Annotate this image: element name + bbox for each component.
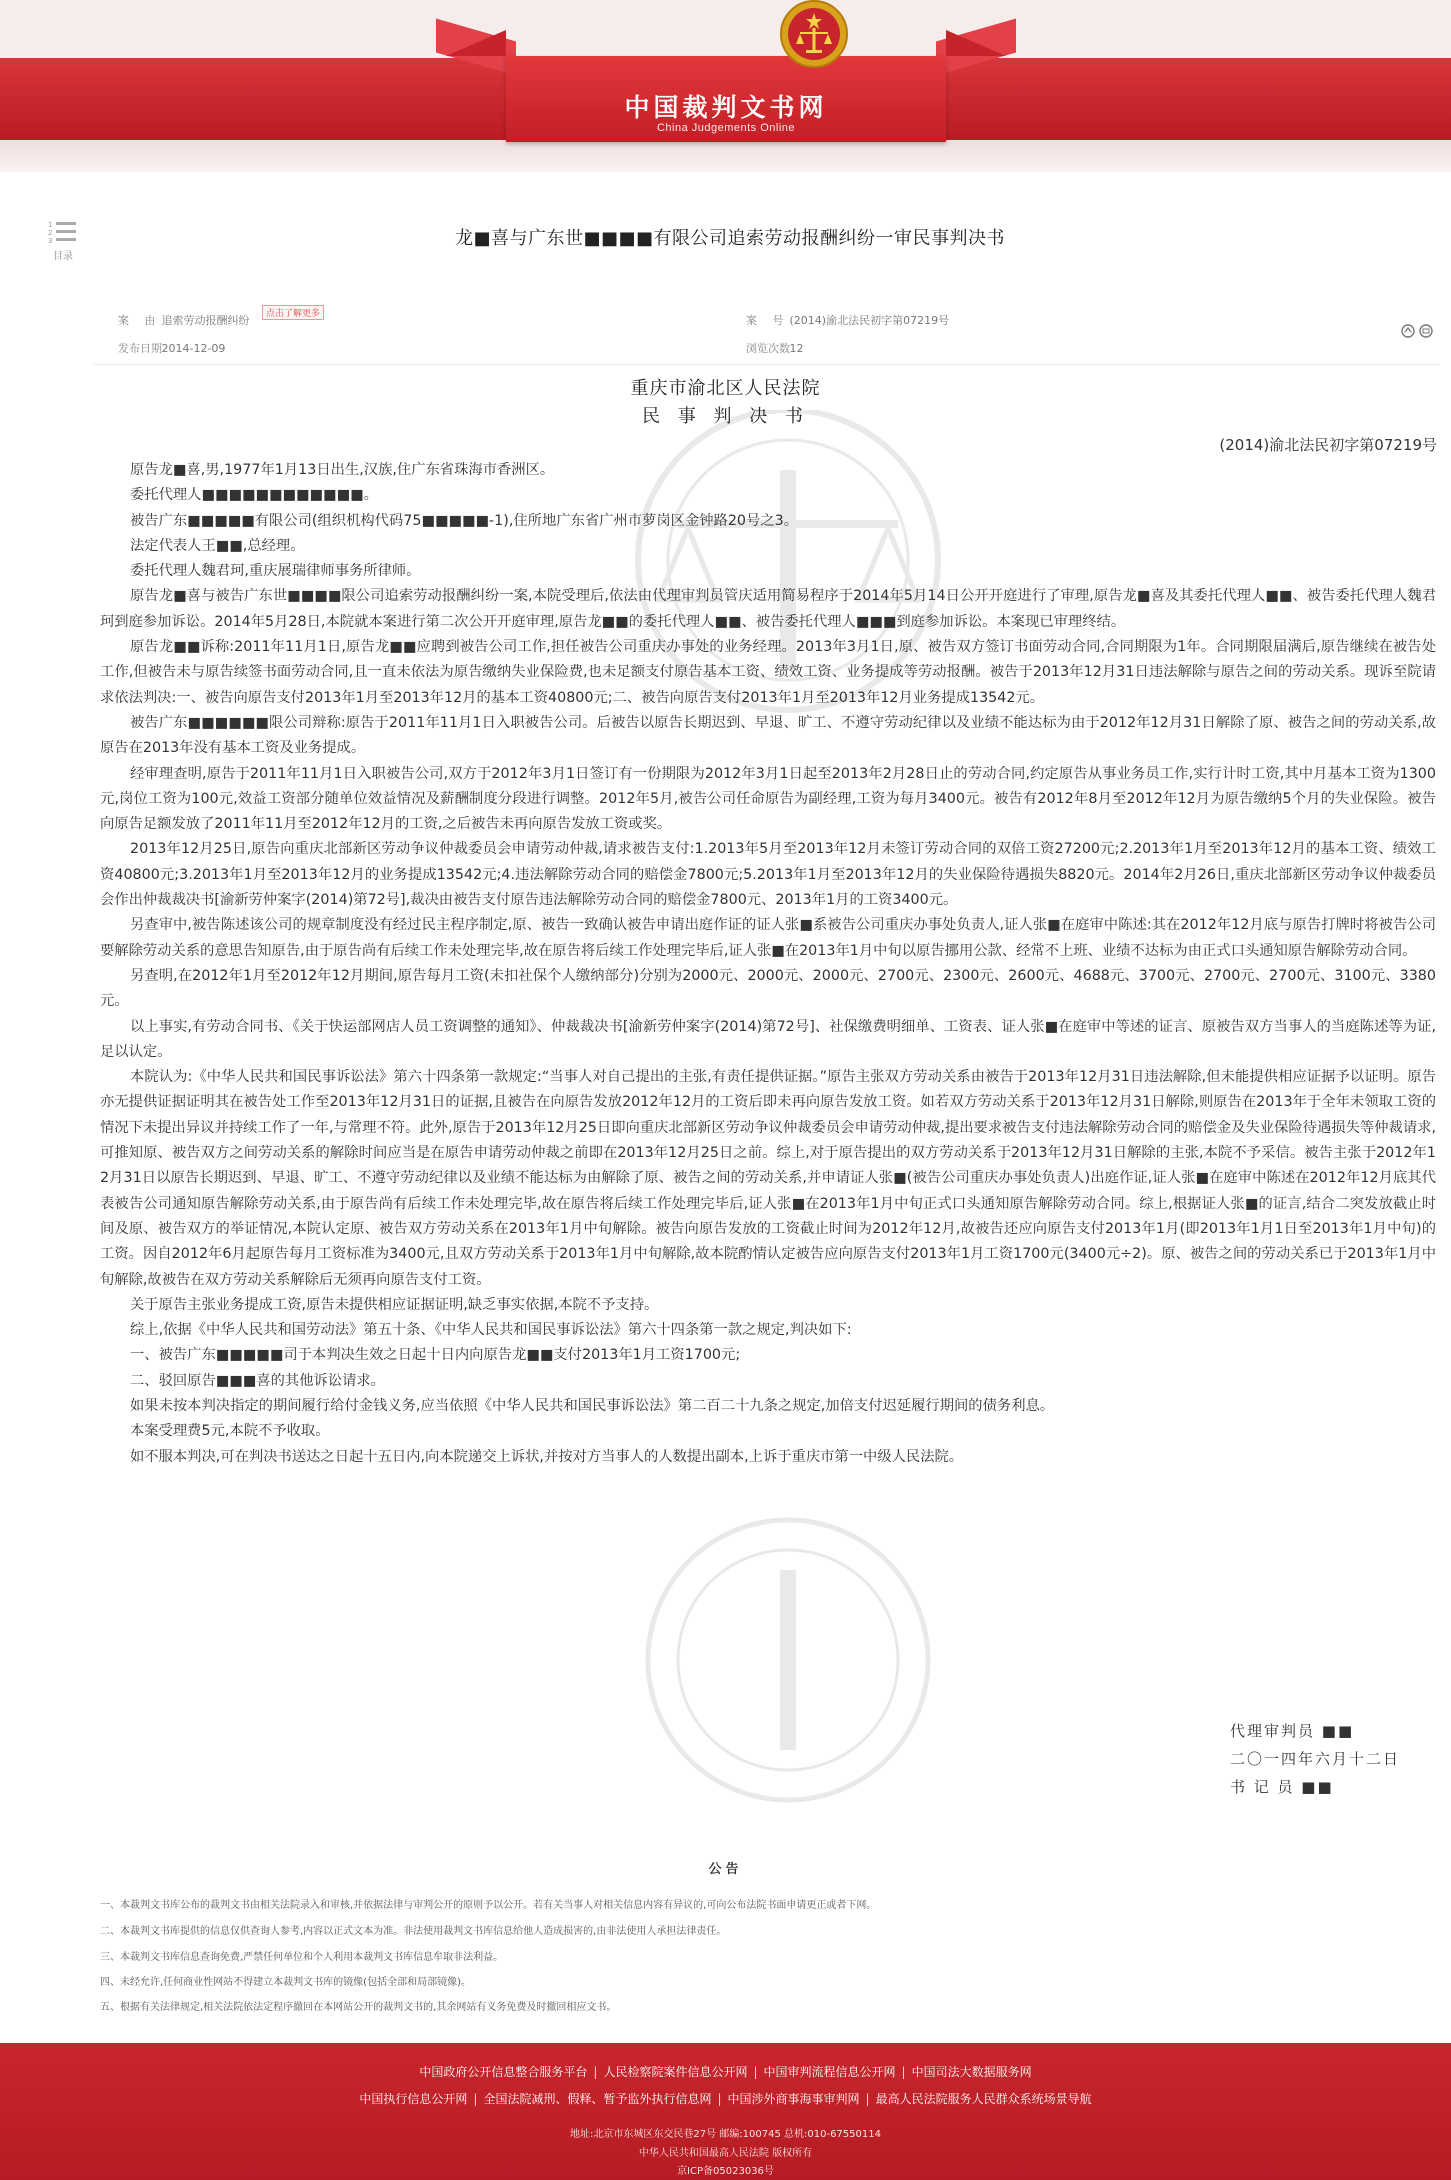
defendant-legal-rep: 法定代表人王■■,总经理。: [130, 537, 305, 554]
views-meta: [746, 340, 804, 356]
meta-divider: [92, 364, 1440, 365]
arbitration-facts: 2013年12月25日,原告向重庆北部新区劳动争议仲裁委员会申请劳动仲裁,请求被告支付:1.2013年5月至2013年12月未签订劳动合同的双倍工资27200元;2.2013年1月至2013年12月的基本工资、绩效工资40800元;3.2013年1月至2013年12月的业务提成13542元;4.违法解除劳动合同的赔偿金7800元;5.2013年1月至2013年12月的失业保险待遇损失8820元。2014年2月26日,重庆北部新区劳动争议仲裁委员会作出仲裁裁决书[渝新劳仲案字(2014)第72号],裁决由被告支付原告违法解除劳动合同的赔偿金7800元、2013年1月的工资3400元。: [100, 841, 1436, 909]
facts-found: 经审理查明,原告于2011年11月1日入职被告公司,双方于2012年3月1日签订有一份期限为2012年3月1日起至2013年2月28日止的劳动合同,约定原告从事业务员工作,实行计时工资,其中月基本工资为1300元,岗位工资为100元,效益工资部分随单位效益情况及薪酬制度分段进行调整。2012年5月,被告公司任命原告为副经理,工资为每月3400元。被告有2012年8月至2012年12月为原告缴纳5个月的失业保险。被告向原告足额发放了2011年11月至2012年12月的工资,之后被告未再向原告发放工资或奖。: [100, 765, 1436, 833]
judgment-item-1: 一、被告广东■■■■■司于本判决生效之日起十日内向原告龙■■支付2013年1月工资1700元;: [130, 1347, 741, 1364]
notice-item: 二、本裁判文书库提供的信息仅供查询人参考,内容以正式文本为准。非法使用裁判文书库信息给他人造成损害的,由非法使用人承担法律责任。: [100, 1926, 727, 1937]
footer-icp[interactable]: 京ICP备05023036号: [677, 2166, 774, 2177]
court-emblem-icon: [776, 0, 852, 72]
case-type-label: 案 由: [118, 314, 162, 327]
date-label: 发布日期: [118, 342, 162, 355]
footer-copyright: 中华人民共和国最高人民法院 版权所有: [638, 2148, 813, 2159]
learn-more-tag[interactable]: 点击了解更多: [262, 305, 324, 320]
wage-facts: 另查明,在2012年1月至2012年12月期间,原告每月工资(未扣社保个人缴纳部分)分别为2000元、2000元、2000元、2700元、2300元、2600元、4688元、3700元、2700元、2700元、3100元、3380元。: [100, 967, 1436, 1010]
catalog-icon[interactable]: [46, 218, 80, 248]
court-fee: 本案受理费5元,本院不予收取。: [130, 1423, 330, 1440]
share-icon[interactable]: [1402, 325, 1414, 337]
defendant-defense: 被告广东■■■■■■限公司辩称:原告于2011年11月1日入职被告公司。后被告以原告长期迟到、早退、旷工、不遵守劳动纪律以及业绩不能达标为由于2012年12月31日解除了原、被告之间的劳动关系,故原告在2013年没有基本工资及业务提成。: [100, 714, 1436, 757]
print-icon[interactable]: [1420, 325, 1432, 337]
footer-link[interactable]: 中国涉外商事海事审判网: [727, 2092, 860, 2106]
notice-item: 三、本裁判文书库信息查询免费,严禁任何单位和个人利用本裁判文书库信息牟取非法利益。: [100, 1952, 504, 1963]
court-name: 重庆市渝北区人民法院: [630, 378, 821, 399]
plaintiff-agent: 委托代理人■■■■■■■■■■■■。: [130, 487, 378, 504]
footer-link[interactable]: 中国审判流程信息公开网: [763, 2065, 896, 2079]
footer-link[interactable]: 人民检察院案件信息公开网: [603, 2065, 748, 2079]
judge-signature: 代理审判员 ■■: [1230, 1722, 1355, 1740]
footer-link[interactable]: 中国政府公开信息整合服务平台: [419, 2065, 588, 2079]
party-defendant: 被告广东■■■■■有限公司(组织机构代码75■■■■■-1),住所地广东省广州市萝岗区金钟路20号之3。: [130, 512, 799, 529]
case-no-label: 案 号: [746, 314, 790, 327]
date-value: 2014-12-09: [161, 342, 226, 355]
document-title: 龙■喜与广东世■■■■有限公司追索劳动报酬纠纷一审民事判决书: [454, 228, 1006, 249]
delay-interest-note: 如果未按本判决指定的期间履行给付金钱义务,应当依照《中华人民共和国民事诉讼法》第二百二十九条之规定,加倍支付迟延履行期间的债务利息。: [130, 1397, 1055, 1414]
notice-title: 公告: [708, 1862, 743, 1877]
share-print-icons[interactable]: [1400, 322, 1436, 340]
footer-link[interactable]: 全国法院减刑、假释、暂予监外执行信息网: [483, 2092, 712, 2106]
legal-basis: 综上,依据《中华人民共和国劳动法》第五十条、《中华人民共和国民事诉讼法》第六十四条第一款之规定,判决如下:: [130, 1322, 852, 1339]
site-subtitle: China Judgements Online: [656, 122, 796, 134]
footer-link[interactable]: 最高人民法院服务人民群众系统场景导航: [875, 2092, 1092, 2106]
case-type-meta: [118, 312, 250, 328]
svg-text:1: 1: [48, 221, 53, 229]
judgment-body: [100, 458, 1436, 1470]
case-procedure: 原告龙■喜与被告广东世■■■■限公司追索劳动报酬纠纷一案,本院受理后,依法由代理审判员管庆适用简易程序于2014年5月14日公开开庭进行了审理,原告龙■喜及其委托代理人■■、被告委托代理人魏君珂到庭参加诉讼。2014年5月28日,本院就本案进行第二次公开开庭审理,原告龙■■的委托代理人■■、被告委托代理人■■■到庭参加诉讼。本案现已审理终结。: [100, 588, 1436, 630]
evidence-summary: 以上事实,有劳动合同书、《关于快运部网店人员工资调整的通知》、仲裁裁决书[渝新劳仲案字(2014)第72号]、社保缴费明细单、工资表、证人张■在庭审中等述的证言、原被告双方当事人的当庭陈述等为证,足以认定。: [100, 1018, 1436, 1060]
footer-link[interactable]: 中国执行信息公开网: [359, 2092, 468, 2106]
notice-item: 一、本裁判文书库公布的裁判文书由相关法院录入和审核,并依据法律与审判公开的原则予以公开。若有关当事人对相关信息内容有异议的,可向公布法院书面申请更正或者下网。: [100, 1900, 877, 1911]
case-number: (2014)渝北法民初字第07219号: [1219, 436, 1437, 454]
catalog-label[interactable]: 目录: [53, 251, 73, 262]
party-plaintiff: 原告龙■喜,男,1977年1月13日出生,汉族,住广东省珠海市香洲区。: [130, 462, 555, 478]
footer-links-row-2: 中国执行信息公开网 | 全国法院减刑、假释、暂予监外执行信息网 | 中国涉外商事海事审判网 | 最高人民法院服务人民群众系统场景导航: [359, 2092, 1092, 2106]
court-reasoning: 本院认为:《中华人民共和国民事诉讼法》第六十四条第一款规定:“当事人对自己提出的主张,有责任提供证据。”原告主张双方劳动关系由被告于2013年12月31日违法解除,但未能提供相应证据予以证明。原告亦无提供证据证明其在被告处工作至2013年12月31日的证据,且被告在向原告发放2012年12月的工资后即未再向原告发放工资。如若双方劳动关系于2013年12月31日解除,则原告在2013年于全年未领取工资的情况下未提出异议并持续工作了一年,与常理不符。此外,原告于2013年12月25日即向重庆北部新区劳动争议仲裁委员会申请劳动仲裁,提出要求被告支付违法解除劳动合同的赔偿金及失业保险待遇损失等仲裁请求,可推知原、被告双方之间劳动关系的解除时间应当是在原告申请劳动仲裁之前即在2013年12月25日之前。综上,对于原告提出的双方劳动关系于2013年12月31日解除的主张,本院不予采信。被告主张于2012年12月31日以原告长期迟到、早退、旷工、不遵守劳动纪律以及业绩不能达标为由解除了原、被告之间的劳动关系,并申请证人张■(被告公司重庆办事处负责人)出庭作证,证人张■在庭审中陈述在2012年12月底其代表被告公司通知原告解除劳动关系,由于原告尚有后续工作未处理完毕,故在原告将后续工作处理完毕后,证人张■在2013年1月中旬正式口头通知原告解除劳动合同。综上,根据证人张■的证言,结合二突发放截止时间及原、被告双方的举证情况,本院认定原、被告双方劳动关系在2013年1月中旬解除。被告向原告发放的工资截止时间为2012年12月,故被告还应向原告支付2013年1月(即2013年1月1日至2013年1月中旬)的工资。因自2012年6月起原告每月工资标准为3400元,且双方劳动关系于2013年1月中旬解除,故本院酌情认定被告应向原告支付2013年1月工资1700元(3400元÷2)。原、被告之间的劳动关系已于2013年1月中旬解除,故被告在双方劳动关系解除后无须再向原告支付工资。: [100, 1069, 1436, 1288]
case-no-meta: [746, 312, 949, 328]
clerk-signature: 书 记 员 ■■: [1230, 1778, 1334, 1796]
date-meta: [118, 340, 225, 356]
judgment-date: 二〇一四年六月十二日: [1230, 1750, 1401, 1768]
defendant-agent: 委托代理人魏君珂,重庆展瑞律师事务所律师。: [130, 563, 421, 580]
views-value: 12: [789, 342, 804, 355]
footer: [0, 2043, 1451, 2180]
footer-link[interactable]: 中国司法大数据服务网: [911, 2065, 1032, 2079]
document-type: 民 事 判 决 书: [642, 406, 809, 427]
judgment-item-2: 二、驳回原告■■■喜的其他诉讼请求。: [130, 1372, 385, 1389]
site-title[interactable]: 中国裁判文书网: [624, 93, 828, 122]
notice-item: 四、未经允许,任何商业性网站不得建立本裁判文书库的镜像(包括全部和局部镜像)。: [100, 1977, 471, 1988]
witness-facts: 另查审中,被告陈述该公司的规章制度没有经过民主程序制定,原、被告一致确认被告申请出庭作证的证人张■系被告公司重庆办事处负责人,证人张■在庭审中陈述:其在2012年12月底与原告打牌时将被告公司要解除劳动关系的意思告知原告,由于原告尚有后续工作未处理完毕,故在原告将后续工作处理完毕后,证人张■在2013年1月中旬以原告挪用公款、经常不上班、业绩不达标为由正式口头通知原告解除劳动合同。: [100, 917, 1436, 959]
case-type-value: 追索劳动报酬纠纷: [161, 314, 250, 327]
footer-address: 地址:北京市东城区东交民巷27号 邮编:100745 总机:010-67550114: [570, 2129, 881, 2140]
header-shadow: [0, 140, 1451, 172]
svg-text:2: 2: [48, 229, 53, 237]
plaintiff-claim: 原告龙■■诉称:2011年11月1日,原告龙■■应聘到被告公司工作,担任被告公司重庆办事处的业务经理。2013年3月1日,原、被告双方签订书面劳动合同,合同期限为1年。合同期限届满后,原告继续在被告处工作,但被告未与原告续签书面劳动合同,且一直未依法为原告缴纳失业保险费,也未足额支付原告基本工资、绩效工资、业务提成等劳动报酬。被告于2013年12月31日违法解除与原告之间的劳动关系。现诉至院请求依法判决:一、被告向原告支付2013年1月至2013年12月的基本工资40800元;二、被告向原告支付2013年1月至2013年12月业务提成13542元。: [100, 639, 1436, 706]
notice-item: 五、根据有关法律规定,相关法院依法定程序撤回在本网站公开的裁判文书的,其余网站有义务免费及时撤回相应文书。: [100, 2002, 617, 2013]
appeal-notice: 如不服本判决,可在判决书送达之日起十五日内,向本院递交上诉状,并按对方当事人的人数提出副本,上诉于重庆市第一中级人民法院。: [130, 1448, 964, 1465]
footer-links-row-1: 中国政府公开信息整合服务平台 | 人民检察院案件信息公开网 | 中国审判流程信息公开网 | 中国司法大数据服务网: [419, 2065, 1032, 2079]
svg-text:3: 3: [48, 237, 53, 245]
views-label: 浏览次数: [746, 342, 790, 355]
case-no-value: (2014)渝北法民初字第07219号: [789, 314, 950, 327]
commission-claim: 关于原告主张业务提成工资,原告未提供相应证据证明,缺乏事实依据,本院不予支持。: [130, 1296, 659, 1313]
